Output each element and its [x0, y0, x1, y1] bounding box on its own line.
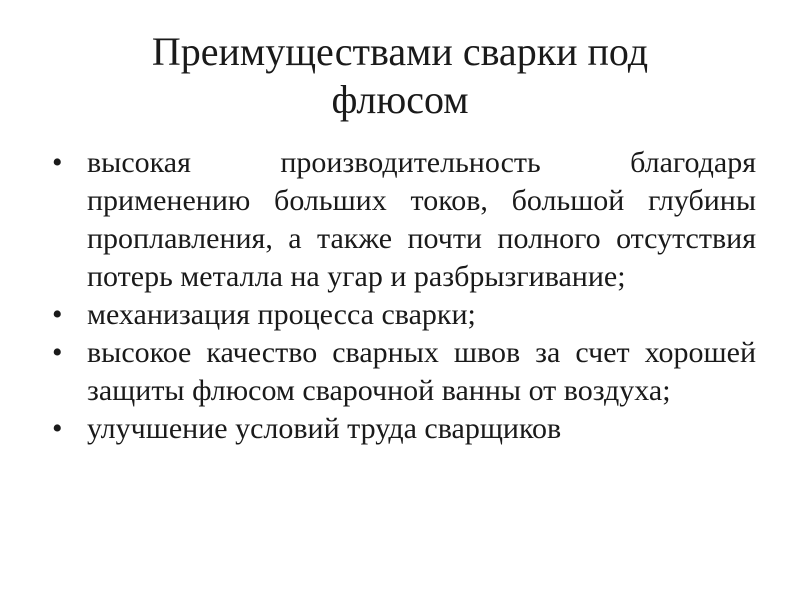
bullet-icon: • — [52, 412, 63, 445]
bullet-text: высокая производительность благодаря применению больших токов, большой глубины проплавления, а также почти полного отсутствия потерь металла на угар и разбрызгивание; — [87, 146, 756, 293]
list-item — [52, 144, 756, 296]
bullet-list — [52, 144, 756, 448]
bullet-icon: • — [52, 146, 63, 179]
bullet-icon: • — [52, 298, 63, 331]
bullet-icon: • — [52, 336, 63, 369]
bullet-text: высокое качество сварных швов за счет хорошей защиты флюсом сварочной ванны от воздуха; — [87, 336, 756, 407]
bullet-text: улучшение условий труда сварщиков — [87, 412, 562, 445]
slide-title: Преимуществами сварки под флюсом — [151, 29, 649, 122]
list-item — [52, 410, 756, 448]
list-item — [52, 296, 756, 334]
bullet-text: механизация процесса сварки; — [87, 298, 476, 331]
list-item — [52, 334, 756, 410]
